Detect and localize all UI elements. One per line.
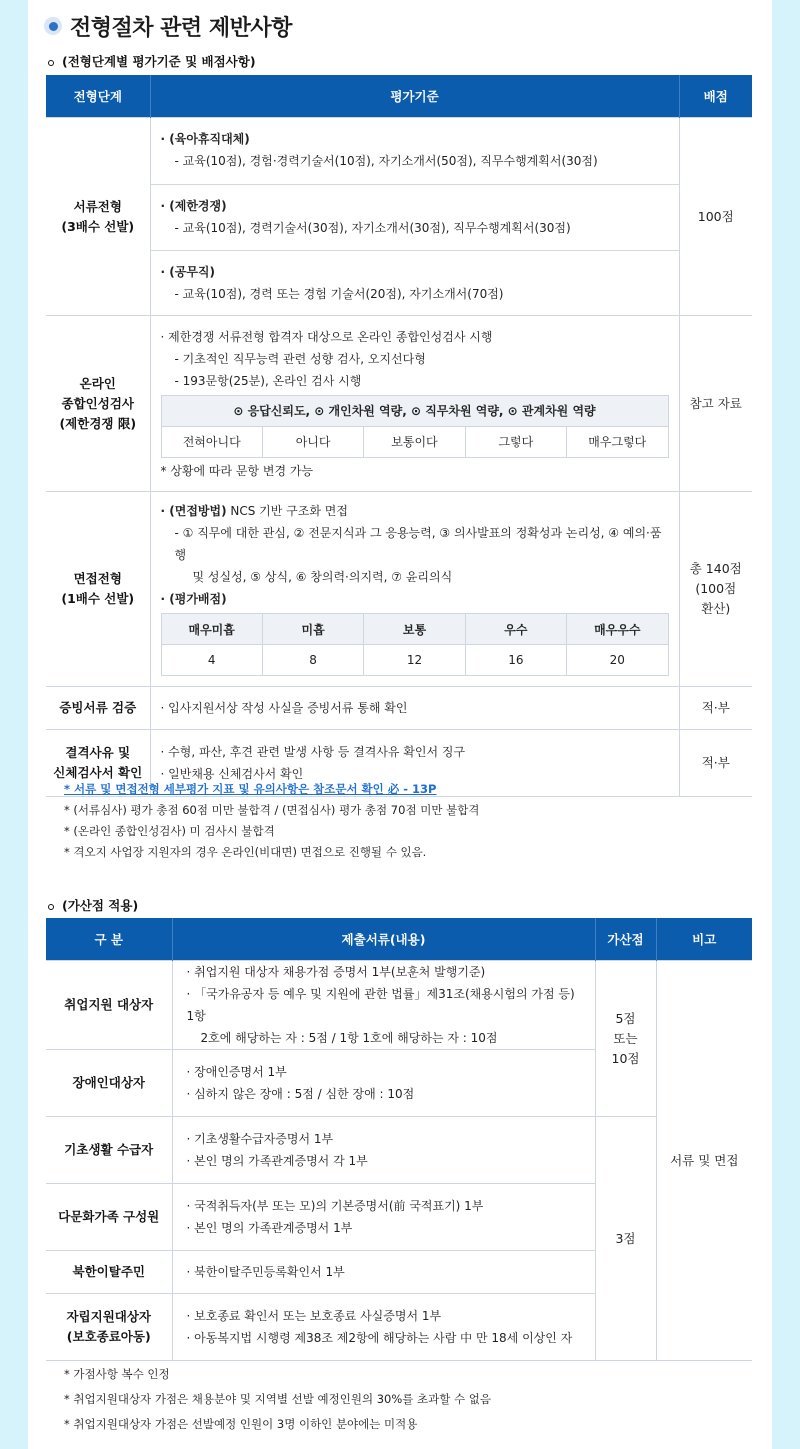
- table-row: [46, 492, 752, 687]
- scale-option: 아니다: [262, 426, 363, 457]
- grade-value: 12: [364, 645, 465, 676]
- scale-option: 그렇다: [465, 426, 566, 457]
- header-remark: 비고: [656, 918, 752, 961]
- scale-option: 보통이다: [364, 426, 465, 457]
- stage-cell: 서류전형 (3배수 선발): [46, 118, 150, 316]
- grade-label: 매우우수: [567, 614, 668, 645]
- category-cell: 자립지원대상자 (보호종료아동): [46, 1294, 172, 1361]
- note: * (서류심사) 평가 총점 60점 미만 불합격 / (면접심사) 평가 총점 70점 미만 불합격: [64, 803, 480, 817]
- bonus-points-table: [46, 918, 752, 1361]
- documents-cell: · 취업지원 대상자 채용가점 증명서 1부(보훈처 발행기준) · 「국가유공자 등 예우 및 지원에 관한 법률」제31조(채용시험의 가점 등) 1항 2호에 해당하는 자 : 5점 / 1항 1호에 해당하는 자 : 10점: [172, 961, 595, 1050]
- page-title: 전형절차 관련 제반사항: [70, 15, 292, 41]
- documents-cell: · 장애인증명서 1부 · 심하지 않은 장애 : 5점 / 심한 장애 : 10점: [172, 1050, 595, 1117]
- documents-cell: · 기초생활수급자증명서 1부 · 본인 명의 가족관계증명서 각 1부: [172, 1117, 595, 1184]
- note: * (온라인 종합인성검사) 미 검사시 불합격: [64, 824, 275, 838]
- criteria-cell: · (면접방법) NCS 기반 구조화 면접 - ① 직무에 대한 관심, ② 전문지식과 그 응용능력, ③ 의사발표의 정확성과 논리성, ④ 예의·품행 및 성실성, ⑤ 상식, ⑥ 창의력·의지력, ⑦ 윤리의식 · (평가배점) 매우미흡 미흡 보통 우수 매우우수 4 8 12 16 20: [150, 492, 679, 687]
- score-cell: 적·부: [679, 687, 752, 730]
- scale-option: 매우그렇다: [567, 426, 668, 457]
- grade-label: 미흡: [262, 614, 363, 645]
- note: * 가점사항 복수 인정: [64, 1367, 170, 1381]
- evaluation-table: [46, 75, 752, 797]
- grade-table: [161, 613, 669, 676]
- table-row: [46, 316, 752, 492]
- note: * 격오지 사업장 지원자의 경우 온라인(비대면) 면접으로 진행될 수 있음.: [64, 845, 427, 859]
- grade-label: 보통: [364, 614, 465, 645]
- bullet-icon: [48, 60, 54, 66]
- category-cell: 북한이탈주민: [46, 1251, 172, 1294]
- grade-value: 16: [465, 645, 566, 676]
- documents-cell: · 국적취득자(부 또는 모)의 기본증명서(前 국적표기) 1부 · 본인 명의 가족관계증명서 1부: [172, 1184, 595, 1251]
- remark-cell: 서류 및 면접: [656, 961, 752, 1361]
- score-cell: 참고 자료: [679, 316, 752, 492]
- table-row: [46, 118, 752, 316]
- criteria-cell: [150, 118, 679, 316]
- category-cell: 다문화가족 구성원: [46, 1184, 172, 1251]
- page: [28, 0, 772, 1449]
- header-criteria: 평가기준: [150, 75, 679, 118]
- criteria-cell: · 입사지원서상 작성 사실을 증빙서류 통해 확인: [150, 687, 679, 730]
- stage-cell: 결격사유 및 신체검사서 확인: [46, 730, 150, 797]
- points-cell: 3점: [595, 1117, 656, 1361]
- category-cell: 기초생활 수급자: [46, 1117, 172, 1184]
- points-cell: 5점 또는 10점: [595, 961, 656, 1117]
- score-cell: 적·부: [679, 730, 752, 797]
- header-category: 구 분: [46, 918, 172, 961]
- bullet-icon: [48, 904, 54, 910]
- scale-header: ⊙ 응답신뢰도, ⊙ 개인차원 역량, ⊙ 직무차원 역량, ⊙ 관계차원 역량: [161, 395, 668, 426]
- note: * 상황에 따라 문항 변경 가능: [160, 463, 314, 478]
- documents-cell: · 보호종료 확인서 또는 보호종료 사실증명서 1부 · 아동복지법 시행령 제38조 제2항에 해당하는 사람 中 만 18세 이상인 자: [172, 1294, 595, 1361]
- grade-label: 우수: [465, 614, 566, 645]
- grade-value: 4: [161, 645, 262, 676]
- table-row: [46, 1117, 752, 1184]
- score-cell: 총 140점 (100점 환산): [679, 492, 752, 687]
- section-title: [44, 8, 292, 44]
- documents-cell: · 북한이탈주민등록확인서 1부: [172, 1251, 595, 1294]
- header-score: 배점: [679, 75, 752, 118]
- notes-evaluation: [64, 779, 479, 863]
- criteria-cell: · 수형, 파산, 후견 관련 발생 사항 등 결격사유 확인서 징구 · 일반채용 신체검사서 확인: [150, 730, 679, 797]
- stage-cell: 면접전형 (1배수 선발): [46, 492, 150, 687]
- criteria-block: · (육아휴직대체) - 교육(10점), 경험·경력기술서(10점), 자기소개서(50점), 직무수행계획서(30점): [160, 132, 598, 168]
- grade-label: 매우미흡: [161, 614, 262, 645]
- stage-cell: 증빙서류 검증: [46, 687, 150, 730]
- table-row: [46, 961, 752, 1050]
- score-cell: 100점: [679, 118, 752, 316]
- section2-subtitle: (가산점 적용): [48, 896, 138, 914]
- note: * 취업지원대상자 가점은 선발예정 인원이 3명 이하인 분야에는 미적용: [64, 1417, 418, 1431]
- header-documents: 제출서류(내용): [172, 918, 595, 961]
- aptitude-scale-table: [161, 395, 669, 458]
- grade-value: 20: [567, 645, 668, 676]
- stage-cell: 온라인 종합인성검사 (제한경쟁 限): [46, 316, 150, 492]
- criteria-block: · (공무직) - 교육(10점), 경력 또는 경험 기술서(20점), 자기소개서(70점): [151, 250, 679, 315]
- table-row: [46, 687, 752, 730]
- category-cell: 취업지원 대상자: [46, 961, 172, 1050]
- category-cell: 장애인대상자: [46, 1050, 172, 1117]
- bullet-circle-icon: [44, 17, 62, 35]
- reference-link[interactable]: * 서류 및 면접전형 세부평가 지표 및 유의사항은 참조문서 확인 必 - 13P: [64, 782, 437, 796]
- grade-value: 8: [262, 645, 363, 676]
- note: * 취업지원대상자 가점은 채용분야 및 지역별 선발 예정인원의 30%를 초과할 수 없음: [64, 1392, 492, 1406]
- criteria-cell: · 제한경쟁 서류전형 합격자 대상으로 온라인 종합인성검사 시행 - 기초적인 직무능력 관련 성향 검사, 오지선다형 - 193문항(25분), 온라인 검사 시행 ⊙ 응답신뢰도, ⊙ 개인차원 역량, ⊙ 직무차원 역량, ⊙ 관계차원 역량 전혀아니다 아니다 보통이다 그렇다 매우그렇다 * 상황에 따라 문항 변경 가능: [150, 316, 679, 492]
- header-points: 가산점: [595, 918, 656, 961]
- scale-option: 전혀아니다: [161, 426, 262, 457]
- header-stage: 전형단계: [46, 75, 150, 118]
- criteria-block: · (제한경쟁) - 교육(10점), 경력기술서(30점), 자기소개서(30점), 직무수행계획서(30점): [151, 184, 679, 250]
- section1-subtitle: (전형단계별 평가기준 및 배점사항): [48, 52, 256, 70]
- notes-bonus: [64, 1362, 491, 1437]
